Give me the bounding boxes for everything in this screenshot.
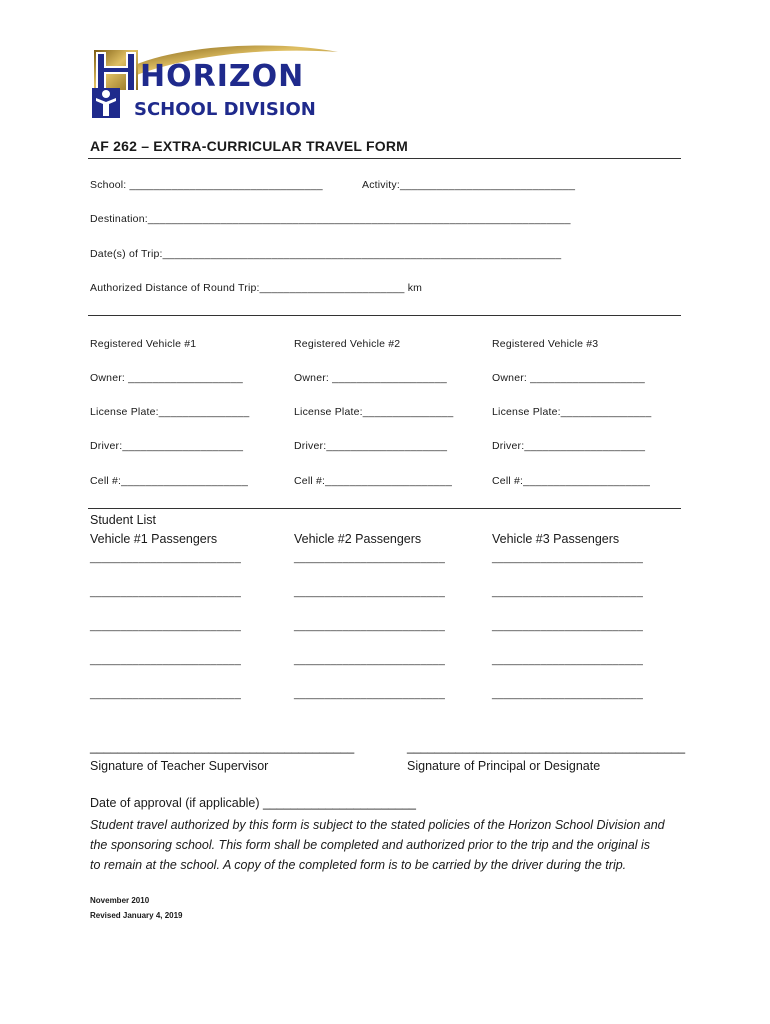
passenger-line[interactable]: _________________________ — [294, 688, 445, 700]
passengers-3-header: Vehicle #3 Passengers — [492, 532, 620, 546]
passenger-line[interactable]: _________________________ — [90, 688, 241, 700]
principal-signature-label: Signature of Principal or Designate — [407, 759, 601, 773]
passenger-line[interactable]: _________________________ — [492, 620, 643, 632]
destination-field[interactable]: Destination:______________________________________________________________________ — [90, 213, 571, 225]
logo-line1: HORIZON — [140, 59, 305, 94]
logo-line2: SCHOOL DIVISION — [134, 99, 316, 120]
horizon-logo — [88, 42, 350, 122]
vehicle-2-plate[interactable]: License Plate:_______________ — [294, 406, 454, 418]
passenger-line[interactable]: _________________________ — [294, 654, 445, 666]
passengers-2-header: Vehicle #2 Passengers — [294, 532, 422, 546]
passenger-line[interactable]: _________________________ — [90, 552, 241, 564]
footer-date: November 2010 — [90, 896, 150, 905]
section-rule-students — [88, 508, 681, 509]
passenger-line[interactable]: _________________________ — [492, 654, 643, 666]
vehicle-1-plate[interactable]: License Plate:_______________ — [90, 406, 250, 418]
vehicle-2-header: Registered Vehicle #2 — [294, 338, 401, 350]
notice-line-1: Student travel authorized by this form is subject to the stated policies of the Horizon School Division and — [90, 818, 665, 832]
vehicle-1-driver[interactable]: Driver:____________________ — [90, 440, 244, 452]
activity-field[interactable]: Activity:_____________________________ — [362, 179, 576, 191]
dates-field[interactable]: Date(s) of Trip:__________________________________________________________________ — [90, 248, 562, 260]
title-rule — [88, 158, 681, 159]
teacher-signature-line[interactable]: ______________________________________ — [90, 740, 355, 754]
principal-signature-line[interactable]: ________________________________________ — [407, 740, 686, 754]
approval-row — [90, 796, 416, 810]
vehicle-3-driver[interactable]: Driver:____________________ — [492, 440, 646, 452]
school-field[interactable]: School: ________________________________ — [90, 179, 323, 191]
vehicle-3-plate[interactable]: License Plate:_______________ — [492, 406, 652, 418]
vehicle-1-header: Registered Vehicle #1 — [90, 338, 197, 350]
vehicle-2-owner[interactable]: Owner: ___________________ — [294, 372, 447, 384]
vehicle-1-owner[interactable]: Owner: ___________________ — [90, 372, 243, 384]
vehicle-2-driver[interactable]: Driver:____________________ — [294, 440, 448, 452]
vehicle-3-owner[interactable]: Owner: ___________________ — [492, 372, 645, 384]
approval-line[interactable]: ______________________ — [263, 796, 416, 810]
vehicle-2-cell[interactable]: Cell #:_____________________ — [294, 475, 452, 487]
vehicle-3-header: Registered Vehicle #3 — [492, 338, 599, 350]
passenger-line[interactable]: _________________________ — [294, 586, 445, 598]
notice-line-2: the sponsoring school. This form shall be completed and authorized prior to the trip and the original is — [90, 838, 651, 852]
passenger-line[interactable]: _________________________ — [294, 620, 445, 632]
student-list-label: Student List — [90, 513, 157, 527]
vehicle-3-cell[interactable]: Cell #:_____________________ — [492, 475, 650, 487]
passenger-line[interactable]: _________________________ — [492, 688, 643, 700]
teacher-signature-label: Signature of Teacher Supervisor — [90, 759, 269, 773]
passenger-line[interactable]: _________________________ — [90, 620, 241, 632]
footer-revised: Revised January 4, 2019 — [90, 911, 183, 920]
passenger-line[interactable]: _________________________ — [90, 586, 241, 598]
approval-label: Date of approval (if applicable) — [90, 796, 260, 810]
vehicle-1-cell[interactable]: Cell #:_____________________ — [90, 475, 248, 487]
passenger-line[interactable]: _________________________ — [294, 552, 445, 564]
form-title: AF 262 – EXTRA-CURRICULAR TRAVEL FORM — [90, 138, 409, 154]
passenger-line[interactable]: _________________________ — [492, 586, 643, 598]
passenger-line[interactable]: _________________________ — [90, 654, 241, 666]
passengers-1-header: Vehicle #1 Passengers — [90, 532, 218, 546]
distance-field[interactable]: Authorized Distance of Round Trip:________________________ km — [90, 282, 423, 294]
section-rule-vehicles — [88, 315, 681, 316]
notice-line-3: to remain at the school. A copy of the completed form is to be carried by the driver during the trip. — [90, 858, 627, 872]
passenger-line[interactable]: _________________________ — [492, 552, 643, 564]
